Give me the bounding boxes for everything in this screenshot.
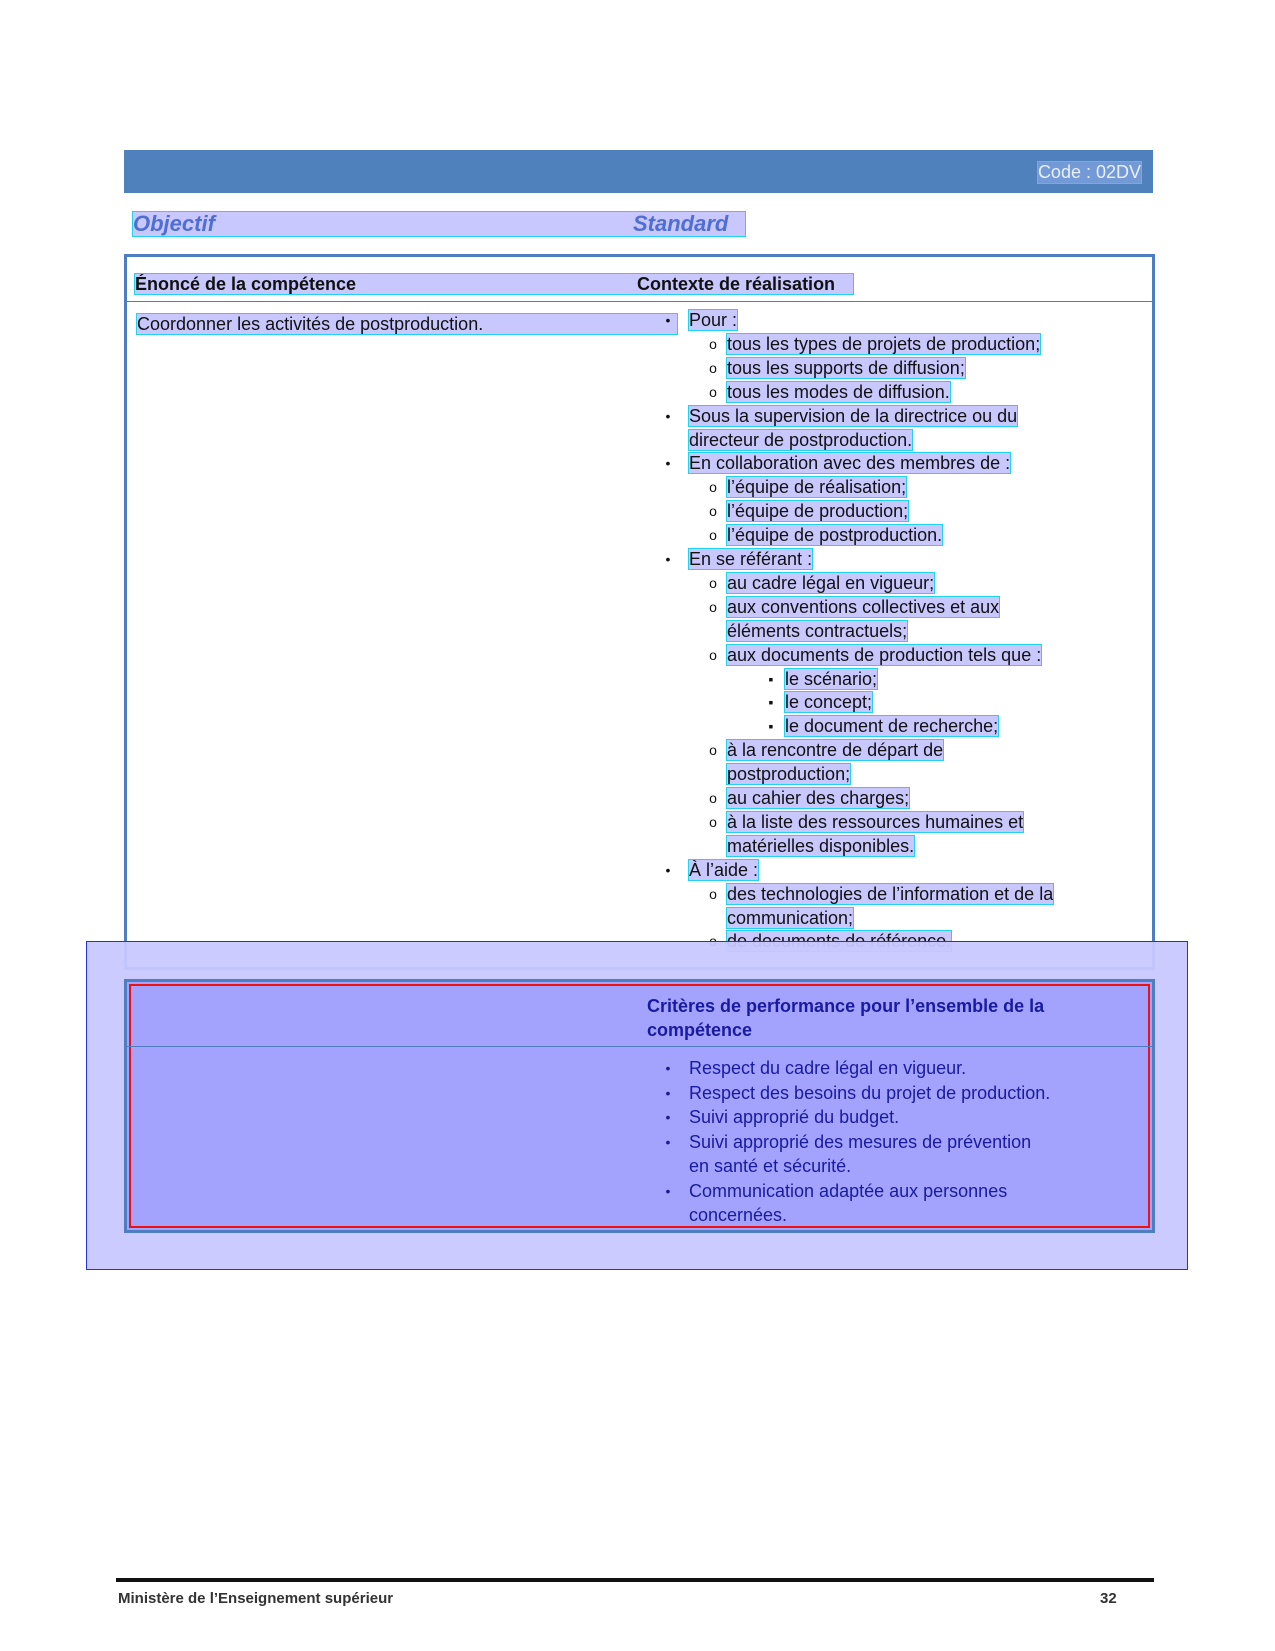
criteria-item: Suivi approprié des mesures de prévention bbox=[689, 1132, 1032, 1152]
page-number: 32 bbox=[1100, 1590, 1117, 1607]
bullet-icon: • bbox=[665, 862, 671, 878]
bullet-icon: o bbox=[709, 360, 717, 376]
footer-ministry: Ministère de l’Enseignement supérieur bbox=[118, 1590, 394, 1607]
criteria-heading-line2: compétence bbox=[647, 1020, 753, 1040]
context-item: En se référant : bbox=[689, 549, 813, 569]
context-item: directeur de postproduction. bbox=[689, 430, 913, 450]
objectif-label: Objectif bbox=[133, 211, 215, 236]
criteria-item: Respect des besoins du projet de production. bbox=[689, 1083, 1051, 1103]
header-bar bbox=[124, 150, 1153, 193]
bullet-icon: • bbox=[665, 1134, 671, 1150]
context-item: des technologies de l’information et de la bbox=[727, 884, 1054, 904]
context-item: En collaboration avec des membres de : bbox=[689, 453, 1011, 473]
course-code: Code : 02DV bbox=[1037, 162, 1141, 182]
context-item: matérielles disponibles. bbox=[727, 836, 915, 856]
context-item: tous les types de projets de production; bbox=[727, 334, 1041, 354]
table-divider bbox=[127, 301, 1152, 302]
bullet-icon: • bbox=[665, 551, 671, 567]
bullet-icon: • bbox=[665, 1183, 671, 1199]
criteria-item: concernées. bbox=[689, 1205, 788, 1225]
context-item: postproduction; bbox=[727, 764, 851, 784]
bullet-icon: o bbox=[709, 647, 717, 663]
criteria-heading-line1: Critères de performance pour l’ensemble de la bbox=[647, 996, 1045, 1016]
context-item: aux documents de production tels que : bbox=[727, 645, 1042, 665]
criteria-table bbox=[124, 979, 1155, 1233]
criteria-item: en santé et sécurité. bbox=[689, 1156, 852, 1176]
context-item: l’équipe de production; bbox=[727, 501, 909, 521]
criteria-divider bbox=[127, 1046, 1152, 1047]
context-item: À l’aide : bbox=[689, 860, 759, 880]
bullet-icon: o bbox=[709, 814, 717, 830]
bullet-icon: ▪ bbox=[768, 671, 774, 687]
bullet-icon: o bbox=[709, 790, 717, 806]
context-item: communication; bbox=[727, 908, 854, 928]
competence-statement: Coordonner les activités de postproduction. bbox=[137, 314, 677, 334]
context-item: au cahier des charges; bbox=[727, 788, 910, 808]
competence-table bbox=[124, 254, 1155, 970]
context-item: à la liste des ressources humaines et bbox=[727, 812, 1024, 832]
standard-heading: Standard bbox=[633, 211, 729, 236]
bullet-icon: o bbox=[709, 886, 717, 902]
context-item: au cadre légal en vigueur; bbox=[727, 573, 935, 593]
context-item: Pour : bbox=[689, 310, 738, 330]
context-heading: Contexte de réalisation bbox=[637, 274, 836, 294]
bullet-icon: • bbox=[665, 408, 671, 424]
criteria-item: Suivi approprié du budget. bbox=[689, 1107, 900, 1127]
bullet-icon: o bbox=[709, 527, 717, 543]
bullet-icon: ▪ bbox=[768, 694, 774, 710]
context-item: tous les modes de diffusion. bbox=[727, 382, 950, 402]
bullet-icon: ▪ bbox=[768, 718, 774, 734]
bullet-icon: o bbox=[709, 599, 717, 615]
context-item: l’équipe de réalisation; bbox=[727, 477, 907, 497]
context-item: à la rencontre de départ de bbox=[727, 740, 944, 760]
context-item: l’équipe de postproduction. bbox=[727, 525, 943, 545]
bullet-icon: • bbox=[665, 1109, 671, 1125]
bullet-icon: • bbox=[665, 312, 671, 328]
bullet-icon: • bbox=[665, 1060, 671, 1076]
bullet-icon: • bbox=[665, 455, 671, 471]
context-item: le scénario; bbox=[785, 669, 878, 689]
context-item: le document de recherche; bbox=[785, 716, 999, 736]
footer-rule bbox=[116, 1578, 1154, 1582]
context-item: tous les supports de diffusion; bbox=[727, 358, 965, 378]
bullet-icon: o bbox=[709, 742, 717, 758]
context-item: éléments contractuels; bbox=[727, 621, 908, 641]
bullet-icon: o bbox=[709, 384, 717, 400]
bullet-icon: • bbox=[665, 1085, 671, 1101]
context-item: le concept; bbox=[785, 692, 873, 712]
criteria-heading bbox=[647, 994, 1044, 1042]
criteria-item: Respect du cadre légal en vigueur. bbox=[689, 1058, 967, 1078]
bullet-icon: o bbox=[709, 479, 717, 495]
bullet-icon: o bbox=[709, 575, 717, 591]
criteria-item: Communication adaptée aux personnes bbox=[689, 1181, 1008, 1201]
statement-heading-text: Énoncé de la compétence bbox=[135, 274, 357, 294]
context-item: Sous la supervision de la directrice ou du bbox=[689, 406, 1018, 426]
context-item: aux conventions collectives et aux bbox=[727, 597, 1000, 617]
bullet-icon: o bbox=[709, 336, 717, 352]
bullet-icon: o bbox=[709, 503, 717, 519]
